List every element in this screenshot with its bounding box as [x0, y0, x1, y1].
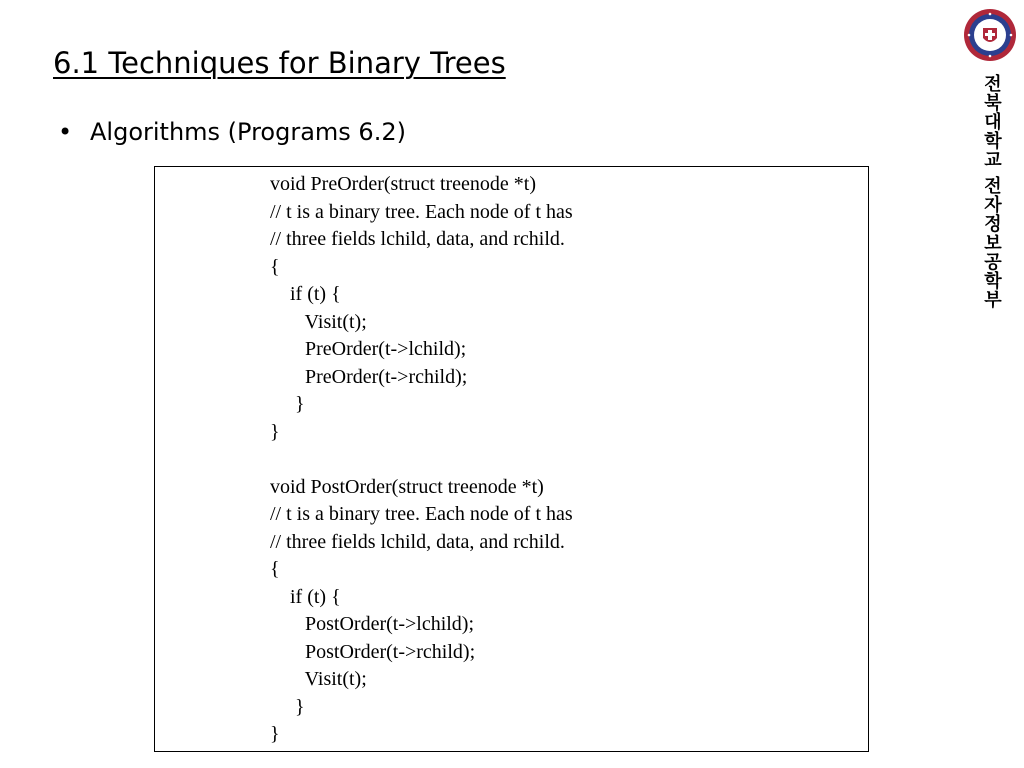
bullet-text: Algorithms (Programs 6.2)	[90, 118, 406, 146]
code-line: {	[270, 255, 280, 278]
code-line: void PostOrder(struct treenode *t)	[270, 475, 544, 498]
code-listing	[270, 171, 573, 749]
code-line: PreOrder(t->lchild);	[270, 338, 467, 360]
code-line: // three fields lchild, data, and rchild.	[270, 530, 565, 553]
code-line: // t is a binary tree. Each node of t has	[270, 503, 573, 525]
code-line: }	[270, 393, 305, 415]
bullet-marker: •	[58, 118, 73, 146]
code-line: Visit(t);	[270, 668, 367, 690]
code-line: }	[270, 695, 305, 718]
code-line: {	[270, 558, 280, 580]
university-branding	[960, 8, 1020, 353]
code-line: if (t) {	[270, 585, 341, 608]
slide-title: 6.1 Techniques for Binary Trees	[53, 46, 506, 80]
code-line: PostOrder(t->rchild);	[270, 640, 476, 663]
code-line: if (t) {	[270, 283, 341, 305]
code-line	[270, 446, 573, 474]
bullet-item	[58, 118, 406, 146]
code-line: }	[270, 420, 280, 443]
university-seal-icon	[963, 8, 1017, 62]
code-line: Visit(t);	[270, 310, 367, 333]
code-box	[154, 166, 869, 752]
code-line: // three fields lchild, data, and rchild.	[270, 228, 565, 250]
code-line: void PreOrder(struct treenode *t)	[270, 173, 537, 195]
code-line: PostOrder(t->lchild);	[270, 613, 475, 635]
code-line: // t is a binary tree. Each node of t has	[270, 200, 573, 223]
department-name: 전북대학교 전자정보공학부	[981, 74, 1002, 310]
code-line: }	[270, 723, 280, 745]
code-line: PreOrder(t->rchild);	[270, 365, 468, 388]
